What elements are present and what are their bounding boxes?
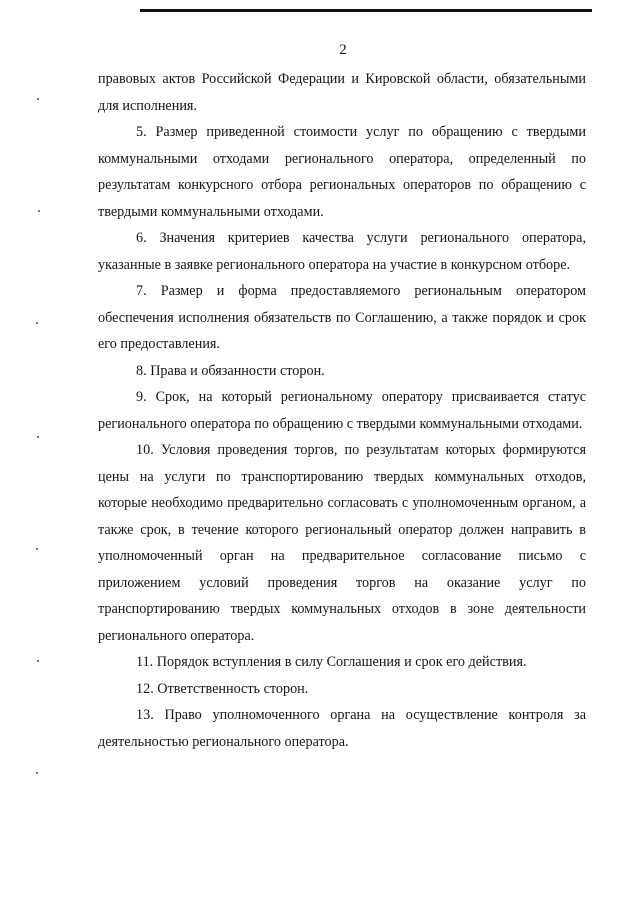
scan-speck (36, 772, 38, 774)
paragraph-item-5: 5. Размер приведенной стоимости услуг по обращению с твердыми коммунальными отходами регионального оператора, определенный по результатам конкурсного отбора региональных операторов по обращению с твердыми коммунальными отходами. (98, 124, 586, 220)
page-number: 2 (339, 42, 347, 58)
scan-top-rule (140, 9, 592, 12)
scan-speck (37, 98, 39, 100)
paragraph-item-8: 8. Права и обязанности сторон. (136, 362, 325, 379)
paragraph-item-7: 7. Размер и форма предоставляемого региональным оператором обеспечения исполнения обязательств по Соглашению, а также порядок и срок его предоставления. (98, 283, 586, 352)
scan-speck (37, 660, 39, 662)
document-body (98, 66, 586, 755)
paragraph-item-11: 11. Порядок вступления в силу Соглашения и срок его действия. (136, 654, 527, 670)
scan-speck (36, 322, 38, 324)
scan-speck (36, 548, 38, 550)
scan-speck (38, 210, 40, 212)
paragraph-item-12: 12. Ответственность сторон. (136, 680, 309, 697)
paragraph-item-13: 13. Право уполномоченного органа на осуществление контроля за деятельностью регионального оператора. (98, 707, 586, 750)
paragraph-continuation: правовых актов Российской Федерации и Кировской области, обязательными для исполнения. (98, 71, 586, 114)
paragraph-item-6: 6. Значения критериев качества услуги регионального оператора, указанные в заявке регионального оператора на участие в конкурсном отборе. (98, 230, 586, 273)
paragraph-item-9: 9. Срок, на который региональному оператору присваивается статус регионального оператора по обращению с твердыми коммунальными отходами. (98, 389, 586, 432)
scan-speck (37, 436, 39, 438)
paragraph-item-10: 10. Условия проведения торгов, по результатам которых формируются цены на услуги по транспортированию твердых коммунальных отходов, которые необходимо предварительно согласовать с уполномоченным органом, а также срок, в течение которого региональный оператор должен направить в уполномоченный орган на предварительное согласование письмо с приложением условий проведения торгов на оказание услуг по транспортированию твердых коммунальных отходов в зоне деятельности регионального оператора. (98, 442, 586, 644)
